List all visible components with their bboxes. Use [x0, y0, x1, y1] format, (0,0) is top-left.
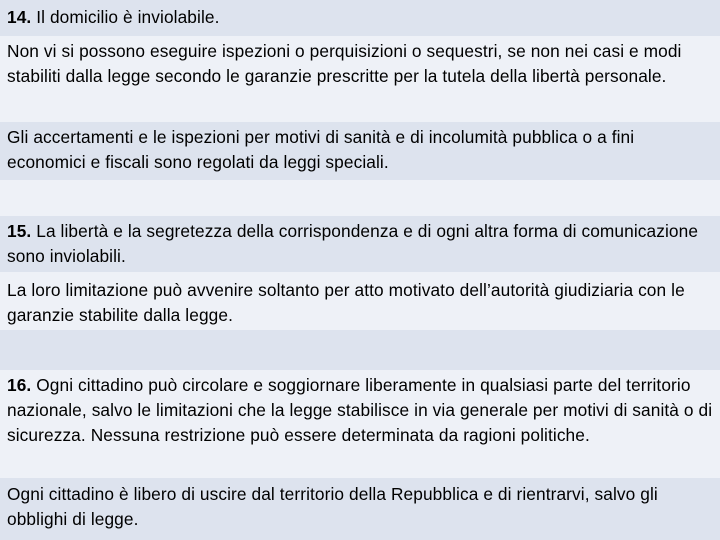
- article-14-title: Il domicilio è inviolabile.: [36, 7, 220, 27]
- article-14-number: 14.: [7, 7, 32, 27]
- article-14-paragraph-2: Gli accertamenti e le ispezioni per motivi di sanità e di incolumità pubblica o a fini economici e fiscali sono regolati da leggi speciali.: [0, 122, 720, 180]
- article-15-paragraph-1: La loro limitazione può avvenire soltanto per atto motivato dell’autorità giudiziaria con le garanzie stabilite dalla legge.: [0, 272, 720, 330]
- article-14-paragraph-1: Non vi si possono eseguire ispezioni o perquisizioni o sequestri, se non nei casi e modi stabiliti dalla legge secondo le garanzie prescritte per la tutela della libertà personale.: [0, 36, 720, 122]
- spacer-row: [0, 330, 720, 370]
- article-16-paragraph-1: Ogni cittadino è libero di uscire dal territorio della Repubblica e di rientrarvi, salvo gli obblighi di legge.: [0, 478, 720, 540]
- article-15-number: 15.: [7, 221, 32, 241]
- article-15-header: [0, 216, 720, 272]
- spacer-row: [0, 180, 720, 216]
- article-14-header: [0, 0, 720, 36]
- article-16-number: 16.: [7, 375, 32, 395]
- article-15-title: La libertà e la segretezza della corrispondenza e di ogni altra forma di comunicazione sono inviolabili.: [7, 221, 699, 266]
- article-16-header: [0, 370, 720, 478]
- article-16-title: Ogni cittadino può circolare e soggiornare liberamente in qualsiasi parte del territorio nazionale, salvo le limitazioni che la legge stabilisce in via generale per motivi di sanità o di sicurezza. Nessuna restrizione può essere determinata da ragioni politiche.: [7, 375, 713, 445]
